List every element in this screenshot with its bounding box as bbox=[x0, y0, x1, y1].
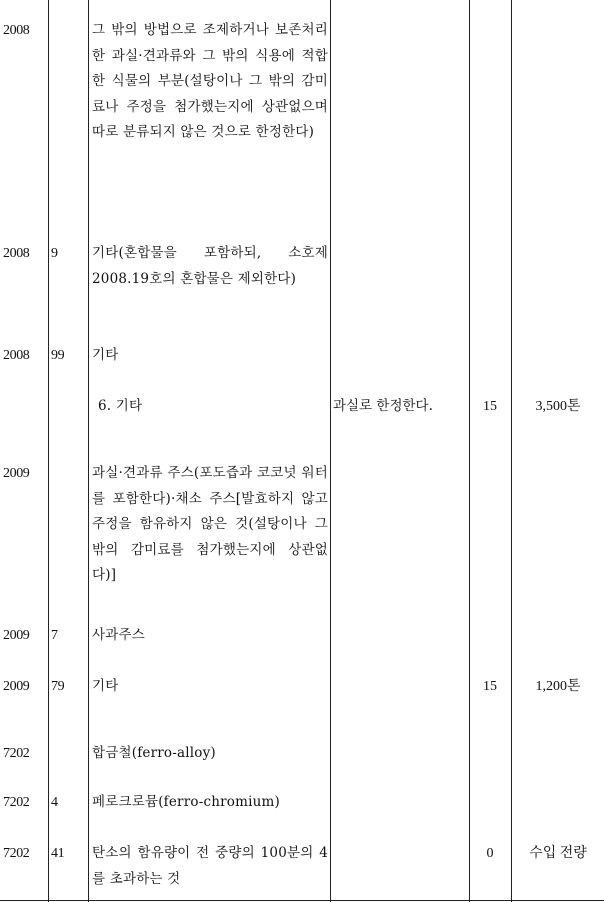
subheading: 9 bbox=[51, 246, 58, 261]
quota-quantity: 1,200톤 bbox=[535, 679, 581, 694]
column-divider-5 bbox=[511, 0, 512, 902]
tariff-rate: 15 bbox=[483, 399, 497, 414]
item-description: 기타(혼합물을 포함하되, 소호제2008.19호의 혼합물은 제외한다) bbox=[92, 245, 328, 287]
item-description: 그 밖의 방법으로 조제하거나 보존처리한 과실·견과류와 그 밖의 식용에 적합한 식물의 부분(설탕이나 그 밖의 감미료나 주정을 첨가했는지에 상관없으며 따로 분류되지 않은 것으로 한정한다) bbox=[92, 22, 328, 140]
subheading: 79 bbox=[51, 679, 65, 694]
hs-code: 7202 bbox=[3, 846, 30, 861]
hs-code: 7202 bbox=[3, 795, 30, 810]
item-description: 기타 bbox=[92, 678, 119, 694]
item-description: 기타 bbox=[92, 347, 119, 363]
tariff-rate: 0 bbox=[486, 846, 494, 861]
hs-code: 2008 bbox=[3, 348, 30, 363]
quota-quantity: 3,500톤 bbox=[535, 399, 581, 414]
item-description: 페로크로뮴(ferro-chromium) bbox=[92, 794, 280, 810]
table-bottom-border bbox=[0, 900, 604, 901]
column-divider-4 bbox=[469, 0, 470, 902]
subheading: 99 bbox=[51, 348, 65, 363]
item-description: 6. 기타 bbox=[98, 398, 143, 414]
hs-code: 2009 bbox=[3, 679, 30, 694]
column-divider-2 bbox=[88, 0, 89, 902]
hs-code: 7202 bbox=[3, 746, 30, 761]
hs-code: 2008 bbox=[3, 23, 30, 38]
item-description: 과실·견과류 주스(포도즙과 코코넛 워터를 포함한다)·채소 주스[발효하지 않고 주정을 함유하지 않은 것(설탕이나 그 밖의 감미료를 첨가했는지에 상관없다)] bbox=[92, 465, 328, 583]
hs-code: 2009 bbox=[3, 466, 30, 481]
remark: 과실로 한정한다. bbox=[333, 398, 433, 414]
column-divider-1 bbox=[48, 0, 49, 902]
tariff-rate: 15 bbox=[483, 679, 497, 694]
subheading: 41 bbox=[51, 846, 65, 861]
column-divider-3 bbox=[330, 0, 331, 902]
subheading: 4 bbox=[51, 795, 58, 810]
hs-code: 2009 bbox=[3, 628, 30, 643]
hs-code: 2008 bbox=[3, 246, 30, 261]
item-description: 탄소의 함유량이 전 중량의 100분의 4를 초과하는 것 bbox=[92, 845, 328, 887]
subheading: 7 bbox=[51, 628, 58, 643]
item-description: 사과주스 bbox=[92, 627, 145, 643]
item-description: 합금철(ferro-alloy) bbox=[92, 745, 216, 761]
quota-quantity: 수입 전량 bbox=[529, 846, 587, 861]
